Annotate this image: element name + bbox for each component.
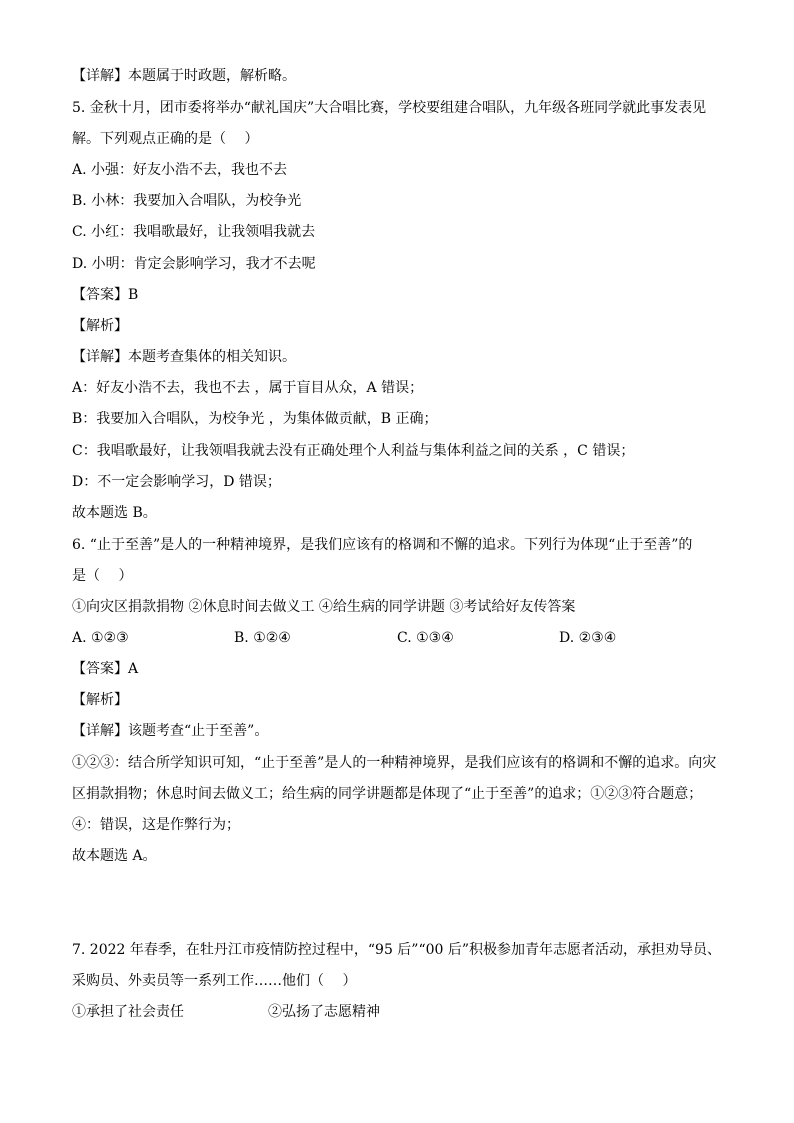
q5-conclusion: 故本题选 B。 [72, 505, 157, 521]
q5-detail-c: C：我唱歌最好，让我领唱我就去没有正确处理个人利益与集体利益之间的关系 ，C 错误； [72, 443, 635, 459]
q6-option-d: D. ②③④ [559, 630, 617, 646]
q6-option-a: A. ①②③ [72, 630, 129, 646]
q5-detail-d: D：不一定会影响学习，D 错误； [72, 474, 281, 490]
q6-answer: 【答案】A [72, 661, 139, 677]
q6-conclusion: 故本题选 A。 [72, 848, 157, 864]
q5-analysis-heading: 【解析】 [72, 318, 128, 334]
q5-option-a: A. 小强：好友小浩不去，我也不去 [72, 162, 288, 178]
q6-stem-line-2: 是（ ） [72, 568, 133, 584]
q7-stem-line-1: 7. 2022 年春季，在牡丹江市疫情防控过程中，“95 后”“00 后”积极参加青年志愿者活动，承担劝导员、 [72, 942, 722, 958]
q6-option-b: B. ①②④ [234, 630, 291, 646]
q6-stem-line-1: 6. “止于至善”是人的一种精神境界，是我们应该有的格调和不懈的追求。下列行为体现“止于至善”的 [72, 537, 693, 553]
q6-detail-intro: 【详解】该题考查“止于至善”。 [72, 723, 269, 739]
q6-detail-line-1: ①②③：结合所学知识可知，“止于至善”是人的一种精神境界，是我们应该有的格调和不懈的追求。向灾 [72, 755, 717, 771]
q5-detail-a: A：好友小浩不去，我也不去 ，属于盲目从众，A 错误； [72, 380, 424, 396]
q6-detail-line-3: ④：错误，这是作弊行为； [72, 817, 240, 833]
q5-detail-intro: 【详解】本题考查集体的相关知识。 [72, 349, 296, 365]
q7-statement-2: ②弘扬了志愿精神 [268, 1004, 380, 1020]
q6-detail-line-2: 区捐款捐物；休息时间去做义工；给生病的同学讲题都是体现了“止于至善”的追求；①②③符合题意； [72, 786, 703, 802]
q7-stem-line-2: 采购员、外卖员等一系列工作……他们（ ） [72, 973, 357, 989]
q4-explanation-line: 【详解】本题属于时政题，解析略。 [72, 68, 296, 84]
q5-option-d: D. 小明：肯定会影响学习，我才不去呢 [72, 256, 316, 272]
q5-option-c: C. 小红：我唱歌最好，让我领唱我就去 [72, 224, 316, 240]
q5-detail-b: B：我要加入合唱队，为校争光 ，为集体做贡献，B 正确； [72, 411, 438, 427]
q5-stem-line-1: 5. 金秋十月，团市委将举办“献礼国庆”大合唱比赛，学校要组建合唱队，九年级各班同学就此事发表见 [72, 100, 707, 116]
q6-option-c: C. ①③④ [397, 630, 454, 646]
q6-analysis-heading: 【解析】 [72, 692, 128, 708]
q5-option-b: B. 小林：我要加入合唱队，为校争光 [72, 193, 302, 209]
q5-answer: 【答案】B [72, 287, 139, 303]
q7-statement-1: ①承担了社会责任 [72, 1004, 184, 1020]
q6-statements: ①向灾区捐款捐物 ②休息时间去做义工 ④给生病的同学讲题 ③考试给好友传答案 [72, 599, 576, 615]
q5-stem-line-2: 解。下列观点正确的是（ ） [72, 131, 259, 147]
